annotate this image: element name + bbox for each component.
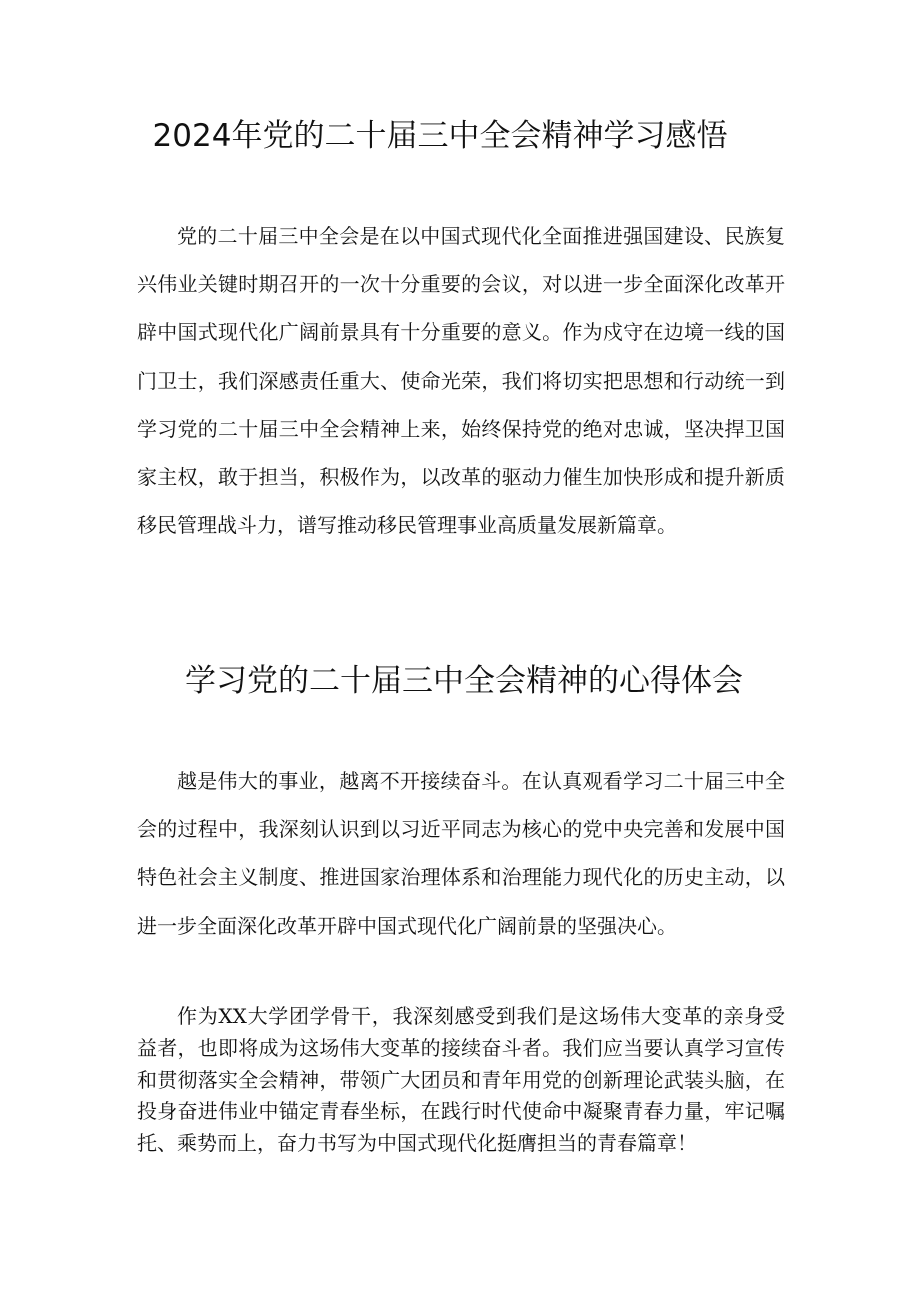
section-2-title: 学习党的二十届三中全会精神的心得体会 [185, 663, 743, 699]
section-1-title: 2024年党的二十届三中全会精神学习感悟 [152, 118, 728, 154]
section-1-paragraph-1: 党的二十届三中全会是在以中国式现代化全面推进强国建设、民族复兴伟业关键时期召开的一次十分重要的会议，对以进一步全面深化改革开辟中国式现代化广阔前景具有十分重要的意义。作为戍守在边境一线的国门卫士，我们深感责任重大、使命光荣，我们将切实把思想和行动统一到学习党的二十届三中全会精神上来，始终保持党的绝对忠诚，坚决捍卫国家主权，敢于担当，积极作为，以改革的驱动力催生加快形成和提升新质移民管理战斗力，谱写推动移民管理事业高质量发展新篇章。 [137, 224, 785, 538]
section-2-paragraph-1: 越是伟大的事业，越离不开接续奋斗。在认真观看学习二十届三中全会的过程中，我深刻认识到以习近平同志为核心的党中央完善和发展中国特色社会主义制度、推进国家治理体系和治理能力现代化的历史主动，以进一步全面深化改革开辟中国式现代化广阔前景的坚强决心。 [137, 769, 785, 938]
section-2-paragraph-2: 作为XX大学团学骨干，我深刻感受到我们是这场伟大变革的亲身受益者，也即将成为这场伟大变革的接续奋斗者。我们应当要认真学习宣传和贯彻落实全会精神，带领广大团员和青年用党的创新理论武装头脑，在投身奋进伟业中锚定青春坐标，在践行时代使命中凝聚青春力量，牢记嘱托、乘势而上，奋力书写为中国式现代化挺膺担当的青春篇章！ [137, 1004, 785, 1156]
